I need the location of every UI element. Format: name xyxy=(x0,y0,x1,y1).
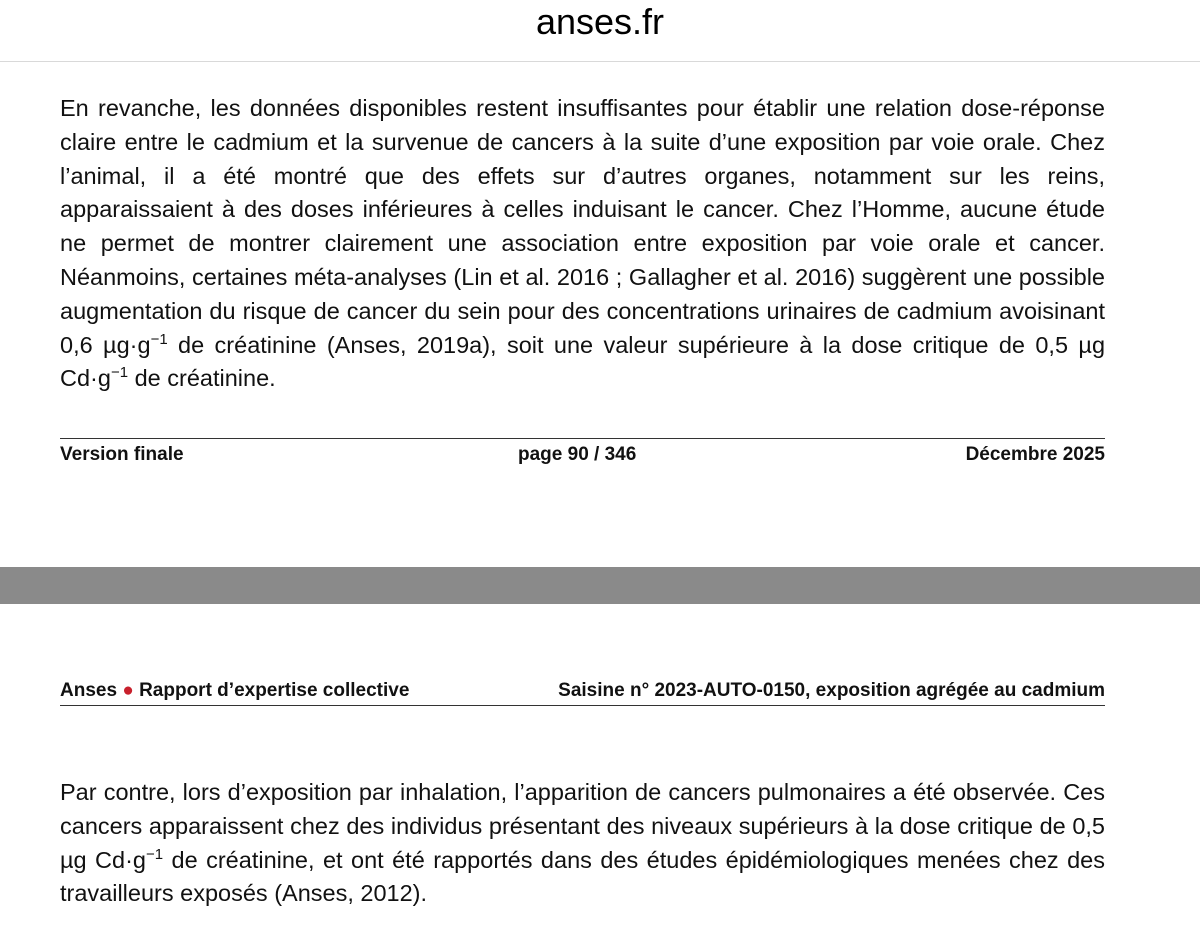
page-separator xyxy=(0,567,1200,604)
footer-divider xyxy=(60,438,1105,439)
paragraph-text: En revanche, les données disponibles restent insuffisantes pour établir une relation dose-réponse claire entre le cadmium et la survenue de cancers à la suite d’une exposition par voie orale. Chez l’animal, il a été montré que des effets sur d’autres organes, notamment sur les reins, apparaissaient à des doses inférieures à celles induisant le cancer. Chez l’Homme, aucune étude ne permet de montrer clairement une association entre exposition par voie orale et cancer. Néanmoins, certaines méta-analyses (Lin et al. 2016 ; Gallagher et al. 2016) suggèrent une possible augmentation du risque de cancer du sein pour des concentrations urinaires de cadmium avoisinant 0,6 µg·g xyxy=(60,95,1105,358)
page-running-header xyxy=(60,680,1105,706)
browser-address-bar[interactable] xyxy=(0,0,1200,62)
body-paragraph-1 xyxy=(60,92,1105,396)
body-paragraph-2 xyxy=(60,776,1105,911)
bullet-icon: ● xyxy=(122,680,134,701)
page-footer xyxy=(60,444,1105,468)
site-domain: anses.fr xyxy=(535,1,665,42)
report-title: Rapport d’expertise collective xyxy=(139,680,410,701)
paragraph-text: de créatinine. xyxy=(128,365,276,392)
paragraph-text: Par contre, lors d’exposition par inhalation, l’apparition de cancers pulmonaires a été observée. Ces cancers apparaissent chez des individus présentant des niveaux supérieurs à la dose critique de 0,5 µg Cd·g xyxy=(60,779,1105,873)
footer-date: Décembre 2025 xyxy=(965,444,1105,465)
footer-version: Version finale xyxy=(60,444,184,465)
superscript: −1 xyxy=(110,364,129,382)
paragraph-text: de créatinine (Anses, 2019a), soit une valeur supérieure à la dose critique de 0,5 µg Cd·g xyxy=(60,331,1106,392)
referral-reference: Saisine n° 2023-AUTO-0150, exposition agrégée au cadmium xyxy=(558,680,1105,701)
running-header-left xyxy=(60,680,409,702)
superscript: −1 xyxy=(145,845,164,863)
footer-page-number: page 90 / 346 xyxy=(518,444,637,465)
superscript: −1 xyxy=(150,330,168,348)
header-divider xyxy=(60,705,1105,706)
org-name: Anses xyxy=(60,680,118,701)
paragraph-text: de créatinine, et ont été rapportés dans des études épidémiologiques menées chez des travailleurs exposés (Anses, 2012). xyxy=(60,846,1105,907)
